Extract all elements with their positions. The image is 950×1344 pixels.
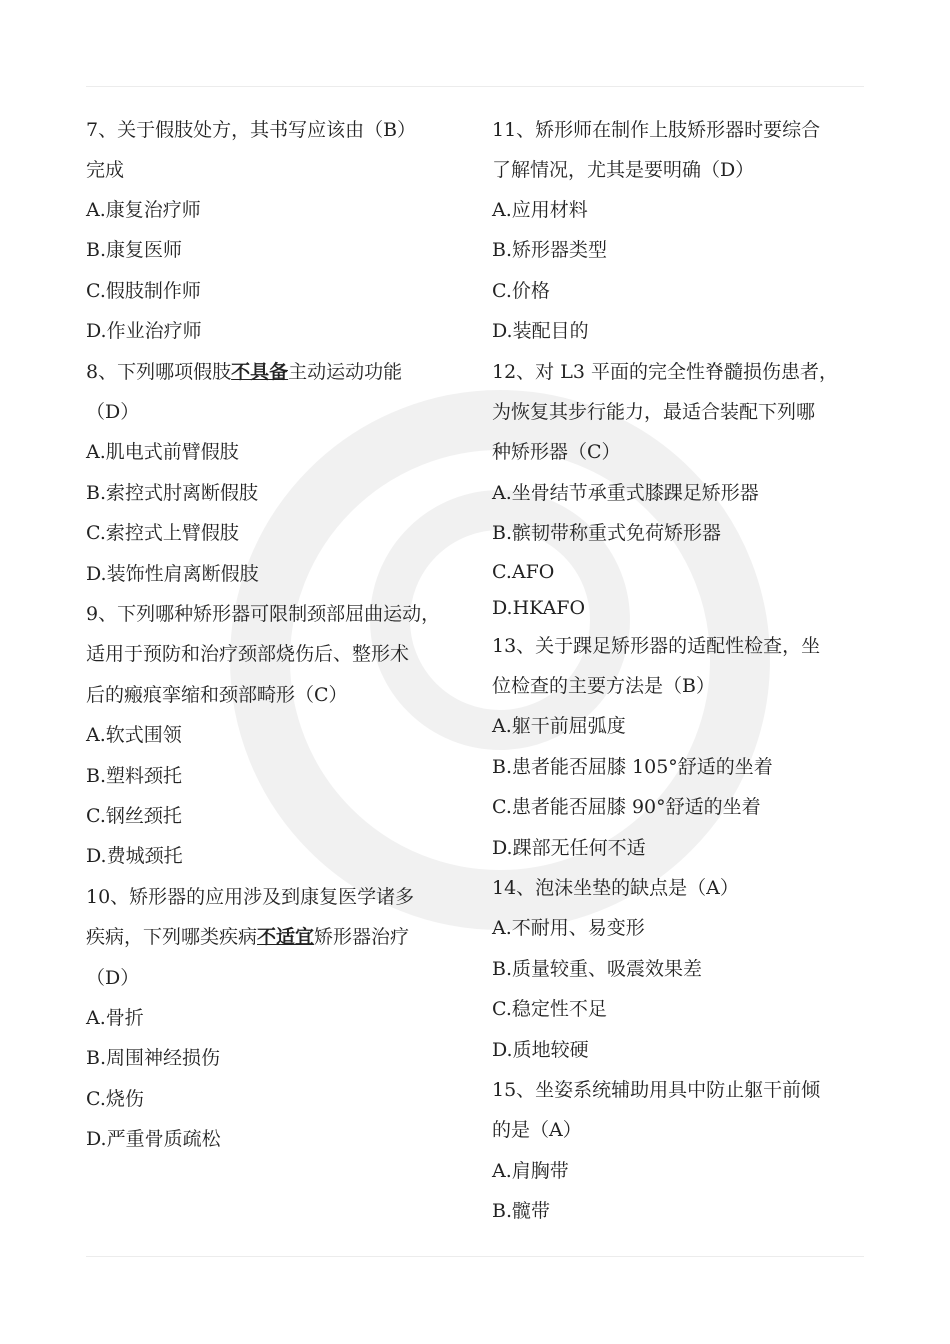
q10-stem-emphasis: 不适宜 [257, 926, 315, 948]
q7-option-c: C.假肢制作师 [86, 280, 201, 302]
q7-option-b: B.康复医师 [86, 239, 183, 261]
q8-option-a: A.肌电式前臂假肢 [86, 441, 239, 463]
q10-option-a: A.骨折 [86, 1007, 144, 1029]
q11-option-a: A.应用材料 [492, 199, 588, 221]
q12-option-c: C.AFO [492, 561, 555, 583]
q8-stem [86, 360, 402, 384]
q12-stem-cont2: 种矫形器（C） [492, 441, 621, 463]
q10-option-c: C.烧伤 [86, 1088, 144, 1110]
q7-option-d: D.作业治疗师 [86, 320, 202, 342]
q12-stem: 12、对 L3 平面的完全性脊髓损伤患者， [492, 361, 838, 383]
q9-stem: 9、下列哪种矫形器可限制颈部屈曲运动， [86, 603, 441, 625]
q8-option-b: B.索控式肘离断假肢 [86, 482, 259, 504]
q13-stem: 13、关于踝足矫形器的适配性检查，坐 [492, 635, 821, 657]
q10-stem-cont2: （D） [86, 967, 140, 989]
q10-stem-pre: 疾病，下列哪类疾病 [86, 926, 258, 948]
q10-option-b: B.周围神经损伤 [86, 1047, 221, 1069]
q7-stem: 7、关于假肢处方，其书写应该由（B） [86, 119, 417, 141]
q13-option-b: B.患者能否屈膝 105°舒适的坐着 [492, 756, 773, 778]
footer-rule [86, 1256, 864, 1257]
q11-option-d: D.装配目的 [492, 320, 589, 342]
q15-option-b: B.髋带 [492, 1200, 551, 1222]
q12-option-b: B.髌韧带称重式免荷矫形器 [492, 522, 722, 544]
q8-option-d: D.装饰性肩离断假肢 [86, 563, 259, 585]
q8-stem-pre: 8、下列哪项假肢 [86, 361, 232, 383]
q8-stem-post: 主动运动功能 [288, 361, 403, 383]
q8-option-c: C.索控式上臂假肢 [86, 522, 239, 544]
q7-option-a: A.康复治疗师 [86, 199, 201, 221]
q10-stem-post: 矫形器治疗 [314, 926, 410, 948]
q10-stem-cont [86, 925, 409, 949]
q8-stem-emphasis: 不具备 [231, 361, 289, 383]
q14-option-d: D.质地较硬 [492, 1039, 589, 1061]
q14-stem: 14、泡沫坐垫的缺点是（A） [492, 877, 739, 899]
q9-option-b: B.塑料颈托 [86, 765, 183, 787]
q7-stem-cont: 完成 [86, 159, 125, 181]
q11-option-b: B.矫形器类型 [492, 239, 608, 261]
q15-stem-cont: 的是（A） [492, 1119, 582, 1141]
q9-option-d: D.费城颈托 [86, 845, 183, 867]
q12-stem-cont: 为恢复其步行能力，最适合装配下列哪 [492, 401, 816, 423]
q10-option-d: D.严重骨质疏松 [86, 1128, 221, 1150]
q9-option-c: C.钢丝颈托 [86, 805, 182, 827]
q11-stem: 11、矫形师在制作上肢矫形器时要综合 [492, 119, 821, 141]
header-rule [86, 86, 864, 87]
q14-option-a: A.不耐用、易变形 [492, 917, 645, 939]
q12-option-a: A.坐骨结节承重式膝踝足矫形器 [492, 482, 759, 504]
q12-option-d: D.HKAFO [492, 597, 586, 619]
q13-stem-cont: 位检查的主要方法是（B） [492, 675, 715, 697]
q13-option-a: A.躯干前屈弧度 [492, 715, 626, 737]
q14-option-b: B.质量较重、吸震效果差 [492, 958, 703, 980]
q9-stem-cont2: 后的瘢痕挛缩和颈部畸形（C） [86, 684, 348, 706]
q15-stem: 15、坐姿系统辅助用具中防止躯干前倾 [492, 1079, 821, 1101]
q10-stem: 10、矫形器的应用涉及到康复医学诸多 [86, 886, 415, 908]
q15-option-a: A.肩胸带 [492, 1160, 569, 1182]
q13-option-d: D.踝部无任何不适 [492, 837, 646, 859]
q13-option-c: C.患者能否屈膝 90°舒适的坐着 [492, 796, 761, 818]
q11-option-c: C.价格 [492, 280, 550, 302]
q9-option-a: A.软式围领 [86, 724, 182, 746]
q8-stem-cont: （D） [86, 401, 140, 423]
q9-stem-cont: 适用于预防和治疗颈部烧伤后、整形术 [86, 643, 410, 665]
q11-stem-cont: 了解情况，尤其是要明确（D） [492, 159, 755, 181]
q14-option-c: C.稳定性不足 [492, 998, 607, 1020]
